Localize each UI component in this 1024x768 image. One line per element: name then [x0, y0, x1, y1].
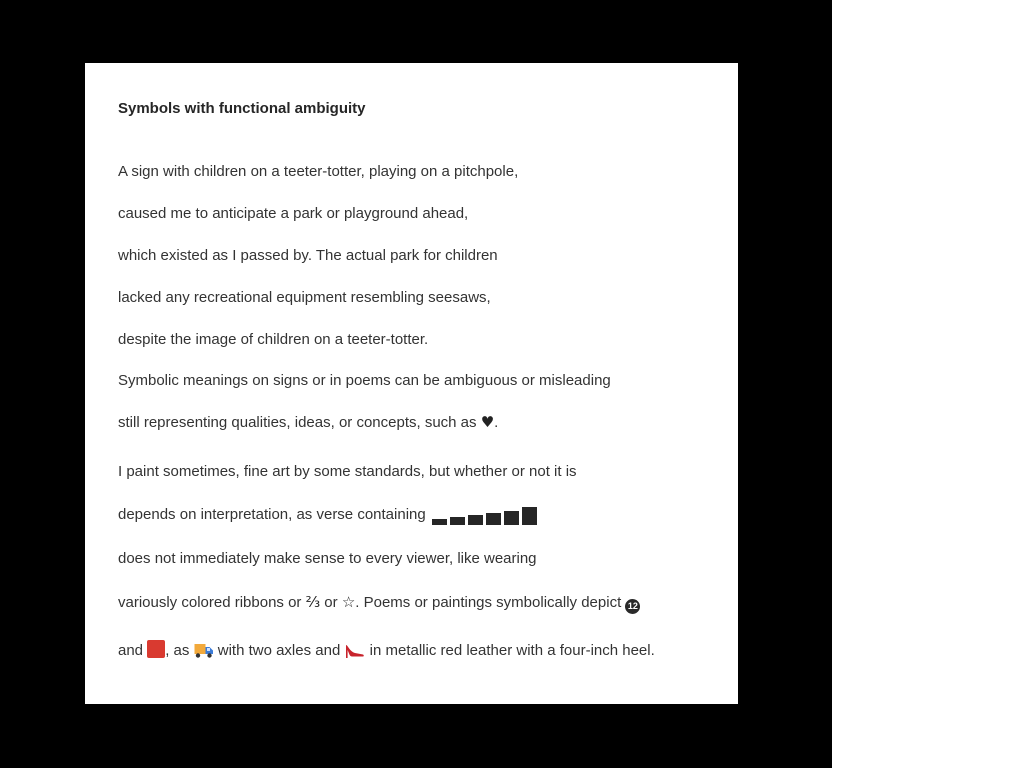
line-9-text: depends on interpretation, as verse containing	[118, 506, 430, 523]
poem-line-1: A sign with children on a teeter-totter, playing on a pitchpole,	[118, 163, 519, 180]
bar	[522, 507, 537, 525]
line-12-text-b: , as	[165, 642, 194, 659]
line-11-text-c: . Poems or paintings symbolically depict	[355, 594, 626, 611]
bar	[432, 519, 447, 525]
document-page	[85, 63, 738, 704]
line-12-text-d: in metallic red leather with a four-inch heel.	[365, 642, 655, 659]
bar	[486, 513, 501, 525]
bar	[450, 517, 465, 525]
line-7-end: .	[494, 414, 499, 431]
fraction-glyph: ⅔	[305, 593, 321, 611]
poem-line-5: despite the image of children on a teeter-totter.	[118, 331, 429, 348]
heart-icon: ♥	[480, 413, 495, 431]
star-icon: ☆	[341, 593, 356, 611]
bar	[504, 511, 519, 525]
poem-line-9	[118, 506, 540, 525]
line-12-text-a: and	[118, 642, 148, 659]
poem-line-6: Symbolic meanings on signs or in poems can be ambiguous or misleading	[118, 372, 611, 389]
poem-line-2: caused me to anticipate a park or playground ahead,	[118, 205, 469, 222]
delivery-truck-icon	[194, 641, 214, 659]
poem-line-3: which existed as I passed by. The actual park for children	[118, 247, 498, 264]
line-7-text: still representing qualities, ideas, or concepts, such as	[118, 414, 481, 431]
red-square-icon	[147, 640, 165, 658]
bar	[468, 515, 483, 525]
line-11-text-b: or	[320, 594, 342, 611]
circled-number-icon: 12	[625, 599, 640, 614]
line-11-text-a: variously colored ribbons or	[118, 594, 306, 611]
high-heel-icon	[344, 641, 365, 659]
poem-line-4: lacked any recreational equipment resembling seesaws,	[118, 289, 491, 306]
poem-line-11	[118, 593, 640, 614]
poem-line-12	[118, 640, 655, 659]
page-title: Symbols with functional ambiguity	[118, 100, 366, 117]
line-12-text-c: with two axles and	[213, 642, 345, 659]
signal-bars-icon	[432, 507, 540, 525]
poem-line-7	[118, 413, 498, 431]
poem-line-8: I paint sometimes, fine art by some standards, but whether or not it is	[118, 463, 577, 480]
poem-line-10: does not immediately make sense to every viewer, like wearing	[118, 550, 537, 567]
